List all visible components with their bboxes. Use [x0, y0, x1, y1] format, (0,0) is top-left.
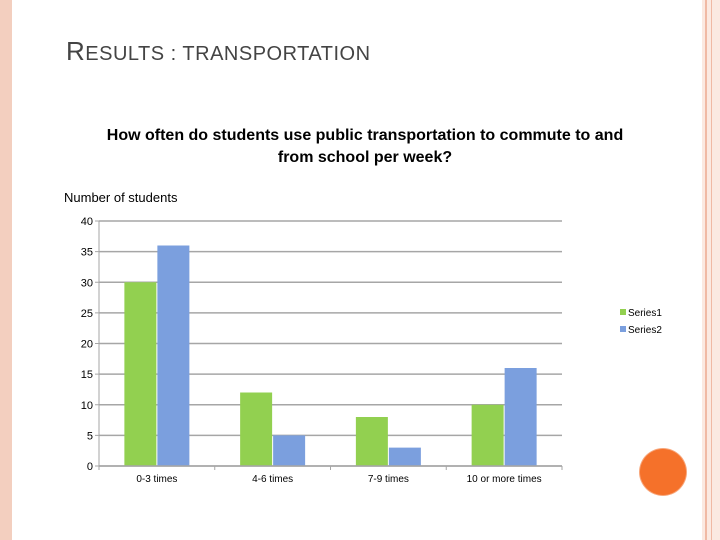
legend-swatch-series1	[620, 309, 626, 315]
y-tick-label: 10	[80, 399, 93, 412]
slide-title-rest: ESULTS : TRANSPORTATION	[85, 43, 371, 65]
x-tick-label: 4-6 times	[252, 474, 294, 485]
bar-series2-4-6-times	[273, 435, 305, 466]
bar-series2-7-9-times	[389, 448, 421, 466]
bar-series2-10-or-more-times	[505, 368, 537, 466]
decorative-circle	[640, 449, 686, 495]
legend-label-series2: Series2	[628, 325, 662, 336]
y-tick-label: 30	[80, 277, 93, 290]
y-axis-label: Number of students	[64, 190, 178, 205]
y-tick-label: 15	[80, 369, 93, 382]
x-tick-label: 10 or more times	[466, 474, 542, 485]
y-tick-label: 20	[80, 338, 93, 351]
x-tick-label: 7-9 times	[367, 474, 409, 485]
y-tick-label: 5	[86, 430, 93, 443]
y-tick-label: 0	[86, 461, 93, 473]
x-tick-label: 0-3 times	[136, 474, 178, 485]
y-tick-label: 25	[80, 307, 93, 320]
y-tick-label: 40	[80, 216, 93, 228]
chart-title: How often do students use public transportation to commute to and from school per week?	[106, 127, 624, 166]
bar-series1-10-or-more-times	[472, 405, 504, 466]
bar-series1-4-6-times	[240, 393, 272, 467]
bar-series1-7-9-times	[356, 417, 388, 466]
slide-title-first-letter: R	[66, 36, 86, 66]
legend-swatch-series2	[620, 326, 626, 332]
y-tick-label: 35	[80, 246, 93, 259]
bar-series2-0-3-times	[157, 246, 189, 467]
legend-label-series1: Series1	[628, 308, 662, 319]
bar-series1-0-3-times	[124, 282, 156, 466]
